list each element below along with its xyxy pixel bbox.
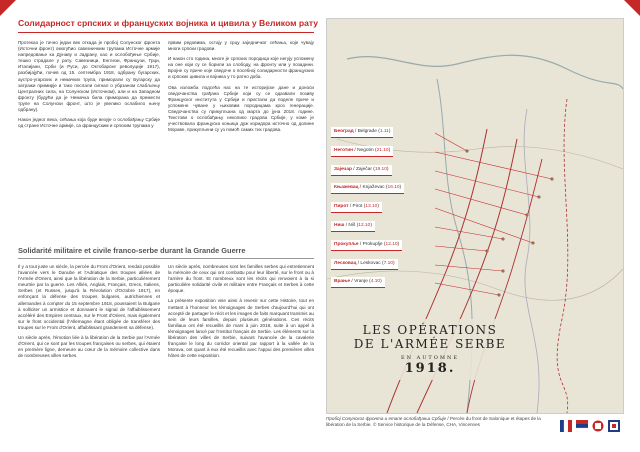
defense-logo-icon [608, 420, 620, 432]
city-name-latin: Negotin [357, 147, 374, 153]
liberation-date: 12.10 [358, 222, 371, 228]
date-label: Неготин / Negotin (21.10) [331, 146, 393, 157]
date-row [331, 277, 435, 296]
serbian-paragraph: Ова изложба подсећа нас на те историјске дане и доноси сведочанства грађана Србије који су се одазвали позиву Француског института у Србији и пристали да поделе приче и успомене чуване у њиховим породицама кроз генерације. Сведочанства су прикупљана од марта до јуна 2018. године. Текстови о ослобађању неколико градова Србије, у коме је учествовала француска коњица дуж коридора источно од долине Мораве, прикупљени су уз помоћ самих тих градова. [168, 84, 314, 133]
french-paragraph: Un siècle après, l'émotion liée à la libération de la Serbie par l'Armée d'Orient, qui ce sont par les troupes françaises ou serbes, qui étaient en première ligne, demeure au cœur de la mémoire collective dans de nombreuses villes serbes. [18, 335, 160, 359]
serbian-flag-logo-icon [576, 420, 588, 432]
city-name-sr: Неготин [334, 147, 354, 153]
city-name-latin: Niš [348, 222, 356, 228]
liberation-date: 21.10 [376, 147, 389, 153]
liberation-date: 4.10 [370, 279, 381, 285]
city-name-sr: Књажевац [334, 185, 359, 191]
city-name-sr: Врање [334, 279, 351, 285]
map-title-line: DE L'ARMÉE SERBE [353, 337, 507, 351]
map-title-line: EN AUTOMNE [400, 355, 460, 361]
liberation-dates-list [331, 127, 435, 296]
date-label: Пирот / Pirot (13.10) [331, 202, 382, 213]
date-label: Књажевац / Knjaževac (16.10) [331, 183, 404, 194]
city-name-latin: Prokuplje [362, 241, 383, 247]
french-column-2 [168, 264, 314, 363]
city-name-latin: Belgrade [357, 129, 377, 134]
french-column-1 [18, 264, 160, 363]
french-title: Solidarité militaire et civile franco-serbe durant la Grande Guerre [18, 246, 314, 259]
corner-decoration [624, 0, 640, 16]
liberation-date: 19.10 [374, 166, 387, 172]
caption-french: Percée du front de Salonique et étapes de la libération de la Serbie. © Service historique de la Défense, CHA, Vincennes [326, 416, 541, 428]
city-name-latin: Pirot [352, 204, 363, 210]
serbian-paragraph: И након сто година, многе је српских породица које негују успомену на оне који су се борили за слободу, на фронту или у позадини. Бројне су приче које сведоче о посебној солидарности француских и српских цивила и војника у то ратно доба. [168, 56, 314, 80]
city-name-sr: Зајечар [334, 166, 352, 172]
date-row [331, 202, 435, 221]
map-caption: Пробој Солунског фронта и етапе ослобађања Србије / Percée du front de Salonique et étapes de la libération de la Serbie. © Service historique de la Défense, CHA, Vincennes [326, 416, 541, 428]
date-label: Врање / Vranje (4.10) [331, 277, 385, 288]
caption-serbian: Пробој Солунског фронта и етапе ослобађања Србије [326, 416, 447, 421]
serbian-column-1 [18, 40, 160, 133]
historical-map [326, 18, 624, 414]
date-row [331, 165, 435, 184]
french-paragraph: La présente exposition vise ainsi à revenir sur cette Histoire, tout en mettant à l'honneur les témoignages de Serbes d'aujourd'hui qui ont accepté de partager le récit et les images de faits marquant transmis au sein de leurs familles, depuis plusieurs générations. Ces récits familiaux ont été recueillis de mars à juin 2018, suite à un appel à témoignages lancé par l'Institut français de Serbie. Les éléments sur la libération des villes de Serbie, suivant l'avancée de la cavalerie française le long du corridor oriental par rapport à la vallée de la Morava, ont quant à eux été recueillis avec l'appui des premières villes hôtes de cette exposition. [168, 298, 314, 359]
french-paragraph: Un siècle après, nombreuses sont les familles serbes qui entretiennent la mémoire de ceux qui ont combattu pour leur liberté, sur le front ou à l'arrière du front. Et nombreux sont les récits qui renvoient à la si particulière solidarité civile et militaire entre Français et Serbes à cette époque. [168, 264, 314, 294]
date-label: Прокупље / Prokuplje (12.10) [331, 240, 402, 251]
date-label: Лесковац / Leskovac (7.10) [331, 259, 398, 270]
date-row [331, 259, 435, 278]
serbian-paragraph: Након једног века, сећања која буде везује о ослобађању Србије од стране Источне армије, са француским и српским трупама у [18, 117, 160, 129]
date-row [331, 183, 435, 202]
liberation-date: 16.10 [387, 185, 400, 191]
map-title-block [345, 319, 515, 380]
serbian-column-2 [168, 40, 314, 137]
city-name-latin: Knjaževac [362, 185, 385, 191]
date-label: Зајечар / Zaječar (19.10) [331, 165, 392, 176]
city-name-latin: Leskovac [360, 260, 381, 266]
serbian-paragraph: првим редовима, остају у срцу заједничког сећања, које чувају многи српски градови. [168, 40, 314, 52]
city-name-sr: Ниш [334, 222, 345, 228]
map-title-year: 1918. [404, 361, 456, 376]
liberation-date: 13.10 [365, 204, 378, 210]
serbian-title: Солидарност српских и француских војника и цивила у Великом рату [18, 18, 314, 33]
city-name-sr: Пирот [334, 204, 349, 210]
date-row [331, 146, 435, 165]
date-row [331, 221, 435, 240]
date-row [331, 127, 435, 146]
city-name-sr: Прокупље [334, 241, 359, 247]
institute-logo-icon [592, 420, 604, 432]
city-name-sr: Београд [334, 129, 354, 134]
date-row [331, 240, 435, 259]
date-label: Београд / Belgrade (1.11) [331, 127, 393, 138]
french-paragraph: Il y a tout juste un siècle, la percée du Front d'Orient, rendait possible l'avancée vers le Danube et l'Adriatique des troupes alliées de l'Armée d'Orient, ainsi que la libération de la Serbie, particulièrement meurtrie par la guerre. Les Alliés, Anglais, Français, Grecs, Italiens, Serbes (et Russes, jusqu'à la Révolution d'Octobre 1917), en enfonçant la défense des troupes bulgares, autrichiennes et allemandes à compter du 15 septembre 1918, poussaient la Bulgarie à solliciter un armistice et donnaient le signal de l'affaiblissement accéléré des Empires centraux, sur le Front d'Orient, mais également sur le front occidental (l'Allemagne étant obligée de transférer des troupes sur le Front d'Orient, affaiblissant grandement sa défense). [18, 264, 160, 330]
partner-logos [560, 418, 622, 436]
liberation-date: 7.10 [383, 260, 393, 266]
serbian-paragraph: Протекао је тачно један век откада је пробој Солунског фронта (Источни фронт) омогућио савезничким трупама Источне армије напредовање ка Дунаву и Јадрану, као и ослобођење Србије, тешко страдале у рату. Савезници, Енглези, Французи, Грци, Италијани, Срби (и Руси, до Октобарске револуције 1917), разбијајући, почев од 15. септембра 1918, одбрану бугарских, аустро-угарских и немачких трупа, приморали су Бугарску да затражи примирје и тако послали сигнал о убрзаном слабљењу Централних сила, на Солунском (Источном), али и на Западном фронту (будући да је Немачка била приморана да премести трупе на Солунски фронт, што је увелико ослабило њену одбрану). [18, 40, 160, 113]
city-name-latin: Zaječar [355, 166, 372, 172]
city-name-sr: Лесковац [334, 260, 357, 266]
french-text-columns [18, 264, 314, 438]
date-label: Ниш / Niš (12.10) [331, 221, 375, 232]
city-name-latin: Vranje [354, 279, 368, 285]
text-page [18, 18, 319, 438]
map-page [326, 18, 622, 438]
map-title-line: LES OPÉRATIONS [362, 323, 498, 337]
serbian-text-columns [18, 40, 314, 250]
corner-decoration [0, 0, 16, 16]
liberation-date: 1.11 [379, 129, 389, 134]
french-flag-logo-icon [560, 420, 572, 432]
liberation-date: 12.10 [385, 241, 398, 247]
